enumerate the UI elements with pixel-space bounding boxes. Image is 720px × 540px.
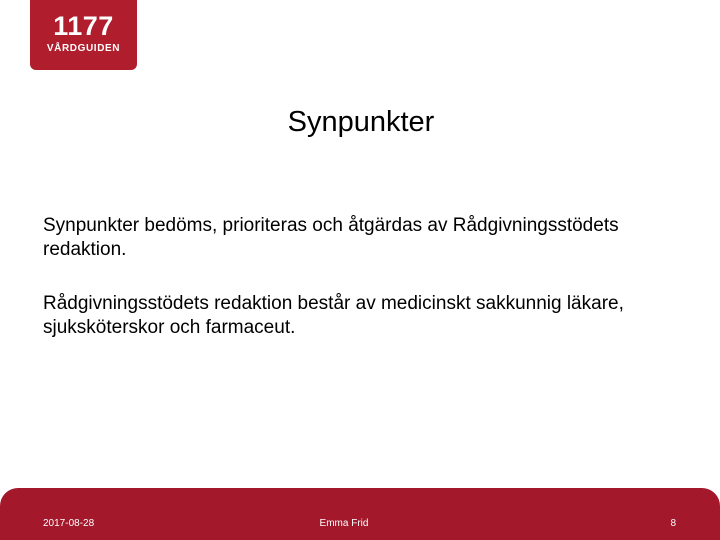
- slide-footer: [0, 488, 720, 540]
- vardguiden-logo: [30, 0, 137, 70]
- slide-title: Synpunkter: [287, 106, 435, 138]
- logo-number: 1177: [53, 11, 114, 41]
- slide-body: [43, 214, 683, 370]
- body-paragraph-1: Synpunkter bedöms, prioriteras och åtgärdas av Rådgivningsstödets redaktion.: [43, 215, 619, 260]
- body-paragraph-2: Rådgivningsstödets redaktion består av medicinskt sakkunnig läkare, sjuksköterskor och farmaceut.: [43, 293, 624, 338]
- logo-subtitle: VÅRDGUIDEN: [46, 43, 121, 54]
- footer-page-number: 8: [670, 518, 676, 529]
- footer-author: Emma Frid: [319, 518, 369, 529]
- footer-date: 2017-08-28: [43, 518, 95, 529]
